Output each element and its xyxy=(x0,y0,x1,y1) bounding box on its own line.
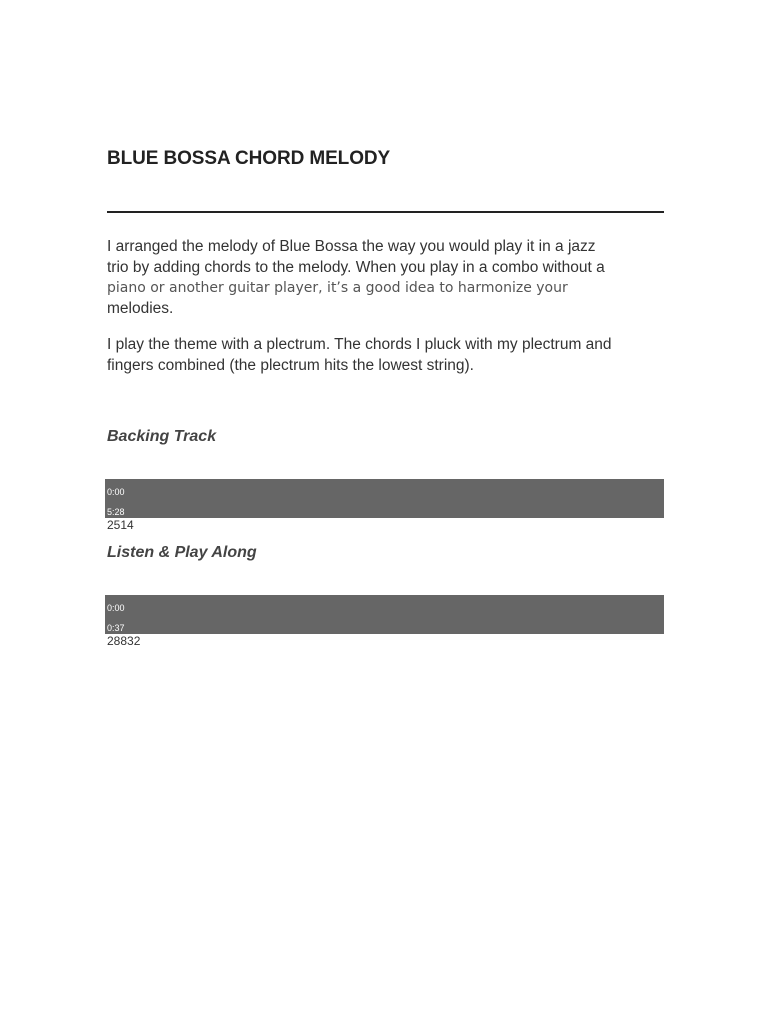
duration: 5:28 xyxy=(107,507,125,517)
duration: 0:37 xyxy=(107,623,125,633)
intro-line: melodies. xyxy=(107,299,174,317)
play-count: 28832 xyxy=(107,634,141,648)
intro-paragraph xyxy=(107,237,667,319)
intro-line: I arranged the melody of Blue Bossa the way you would play it in a jazz xyxy=(107,238,596,255)
backing-track-audio-player[interactable] xyxy=(105,479,664,518)
intro-line: piano or another guitar player, it’s a good idea to harmonize your xyxy=(107,280,568,296)
title-divider xyxy=(107,211,664,213)
intro-line: trio by adding chords to the melody. When you play in a combo without a xyxy=(107,258,605,276)
current-time: 0:00 xyxy=(107,603,125,613)
play-along-label: Listen & Play Along xyxy=(107,544,257,561)
backing-track-label: Backing Track xyxy=(107,428,217,445)
play-count: 2514 xyxy=(107,518,134,532)
technique-line: I play the theme with a plectrum. The chords I pluck with my plectrum and xyxy=(107,336,612,353)
technique-line: fingers combined (the plectrum hits the lowest string). xyxy=(107,356,474,374)
current-time: 0:00 xyxy=(107,487,125,497)
technique-paragraph xyxy=(107,335,667,376)
play-along-audio-player[interactable] xyxy=(105,595,664,634)
page-title: BLUE BOSSA CHORD MELODY xyxy=(107,148,391,169)
